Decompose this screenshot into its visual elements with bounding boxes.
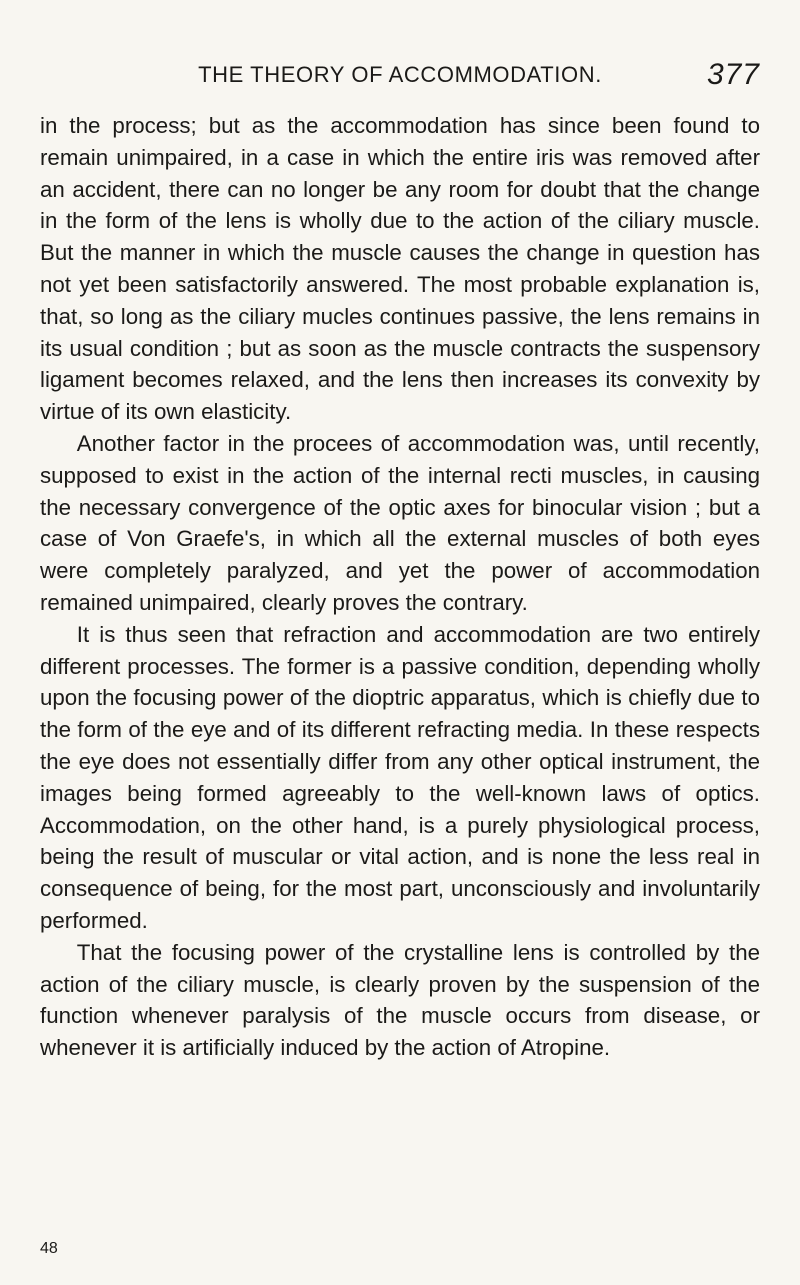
paragraph-2: Another factor in the procees of accommodation was, until recently, supposed to exist in the action of the internal recti muscles, in causing the necessary convergence of the optic axes for binocular vision ; but a case of Von Graefe's, in which all the external muscles of both eyes were completely paralyzed, and yet the power of accommodation remained unimpaired, clearly proves the contrary. [40,430,760,615]
paragraph-4: That the focusing power of the crystalline lens is controlled by the action of the ciliary muscle, is clearly proven by the suspension of the function whenever paralysis of the muscle occurs from disease, or whenever it is artificially induced by the action of Atropine. [40,939,760,1061]
running-head [40,58,760,98]
paragraph-3: It is thus seen that refraction and accommodation are two entirely different processes. The former is a passive condition, depending wholly upon the focusing power of the dioptric apparatus, which is chiefly due to the form of the eye and of its different refracting media. In these respects the eye does not essentially differ from any other optical instrument, the images being formed agreeably to the well-known laws of optics. Accommodation, on the other hand, is a purely physiological process, being the result of muscular or vital action, and is none the less real in consequence of being, for the most part, unconsciously and involuntarily performed. [40,621,760,933]
paragraph-1: in the process; but as the accommodation has since been found to remain unimpaired, in a case in which the entire iris was removed after an accident, there can no longer be any room for doubt that the change in the form of the lens is wholly due to the action of the ciliary muscle. But the manner in which the muscle causes the change in question has not yet been satisfactorily answered. The most probable explanation is, that, so long as the ciliary mucles continues passive, the lens remains in its usual condition ; but as soon as the muscle contracts the suspensory ligament becomes relaxed, and the lens then increases its convexity by virtue of its own elasticity. [40,113,760,425]
signature-mark: 48 [40,1240,58,1257]
page-number: 377 [706,58,760,91]
running-title: THE THEORY OF ACCOMMODATION. [198,62,602,87]
body-text [40,110,760,1064]
